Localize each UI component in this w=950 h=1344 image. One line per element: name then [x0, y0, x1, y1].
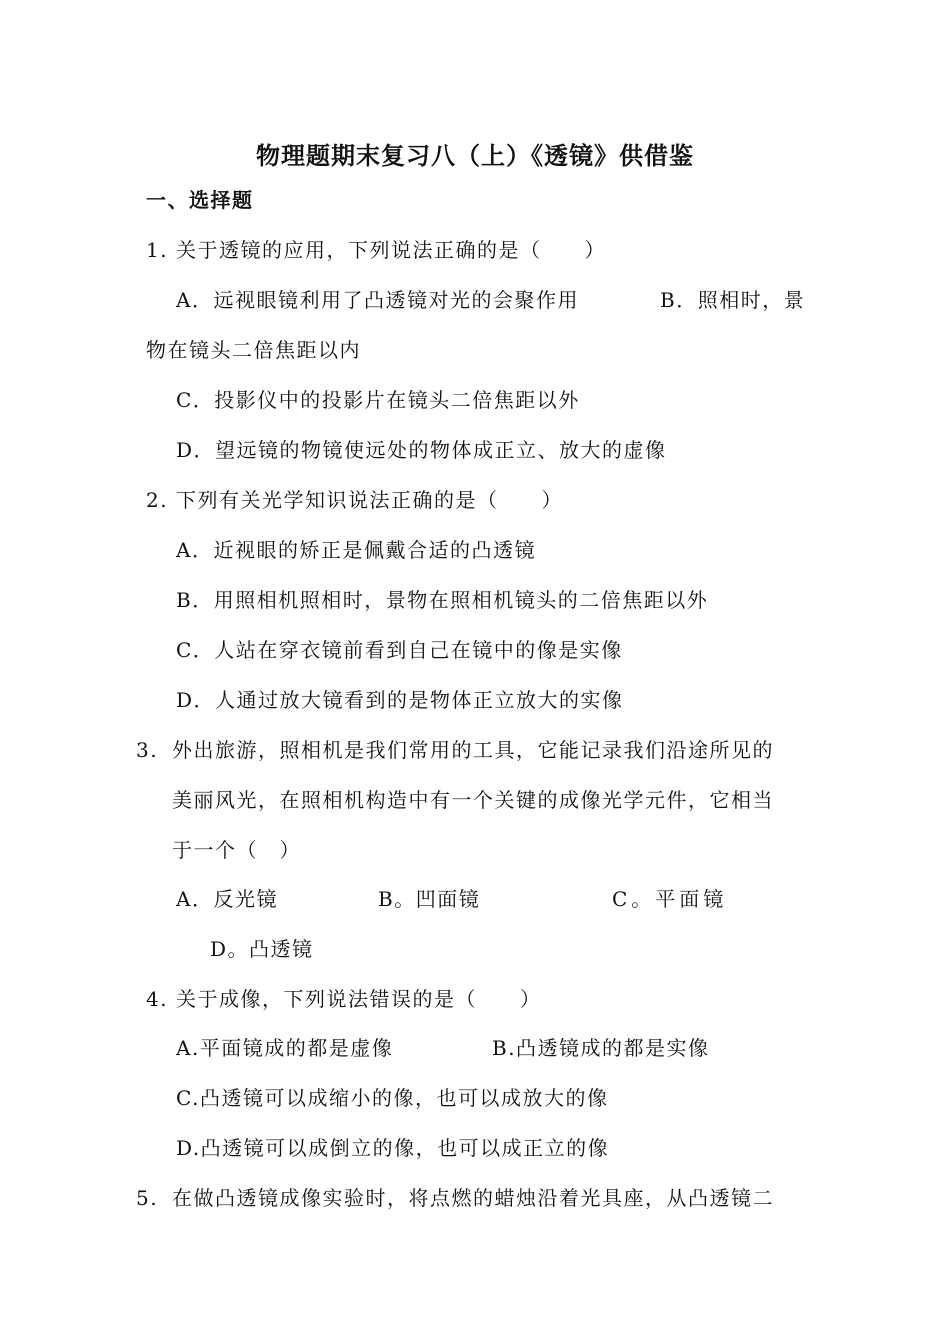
q1-option-c: C．投影仪中的投影片在镜头二倍焦距以外 [176, 388, 580, 412]
question-text: 下列有关光学知识说法正确的是（ ） [176, 488, 563, 512]
question-text: 外出旅游，照相机是我们常用的工具，它能记录我们沿途所见的 [172, 738, 774, 762]
q4-option-c: C.凸透镜可以成缩小的像，也可以成放大的像 [176, 1086, 609, 1110]
question-number: 5. [136, 1186, 159, 1210]
question-3-line-3: 于一个（ ） [172, 838, 301, 862]
question-4-stem [146, 986, 542, 1012]
section-heading: 一、选择题 [146, 188, 254, 212]
q2-option-d: D．人通过放大镜看到的是物体正立放大的实像 [176, 688, 624, 712]
q4-option-b: B.凸透镜成的都是实像 [492, 1036, 710, 1060]
q3-option-c: C。平面镜 [612, 887, 728, 911]
q3-option-d: D。凸透镜 [210, 937, 314, 961]
q2-option-a: A．近视眼的矫正是佩戴合适的凸透镜 [176, 538, 536, 562]
q3-option-a: A．反光镜 [176, 887, 278, 911]
q3-option-b: B。凹面镜 [378, 887, 481, 911]
question-number: 2. [146, 488, 169, 512]
question-number: 1. [146, 238, 169, 262]
question-5-stem [136, 1185, 774, 1211]
q1-option-a: A．远视眼镜利用了凸透镜对光的会聚作用 [176, 288, 579, 312]
question-text: 关于成像，下列说法错误的是（ ） [176, 987, 542, 1011]
q1-option-b: B．照相时，景 [660, 288, 806, 312]
q4-option-a: A.平面镜成的都是虚像 [176, 1036, 394, 1060]
q2-option-c: C．人站在穿衣镜前看到自己在镜中的像是实像 [176, 638, 623, 662]
question-3-stem [136, 737, 774, 763]
q1-option-d: D．望远镜的物镜使远处的物体成正立、放大的虚像 [176, 438, 667, 462]
question-number: 4. [146, 987, 169, 1011]
q1-option-b-continued: 物在镜头二倍焦距以内 [146, 338, 361, 362]
document-title: 物理题期末复习八（上）《透镜》供借鉴 [256, 142, 694, 170]
q4-option-d: D.凸透镜可以成倒立的像，也可以成正立的像 [176, 1136, 610, 1160]
q2-option-b: B．用照相机照相时，景物在照相机镜头的二倍焦距以外 [176, 588, 709, 612]
question-2-stem [146, 487, 563, 513]
question-number: 3. [136, 738, 159, 762]
question-1-stem [146, 237, 606, 263]
question-3-line-2: 美丽风光，在照相机构造中有一个关键的成像光学元件，它相当 [172, 788, 774, 812]
question-text: 关于透镜的应用，下列说法正确的是（ ） [176, 238, 606, 262]
question-text: 在做凸透镜成像实验时，将点燃的蜡烛沿着光具座，从凸透镜二 [172, 1186, 774, 1210]
